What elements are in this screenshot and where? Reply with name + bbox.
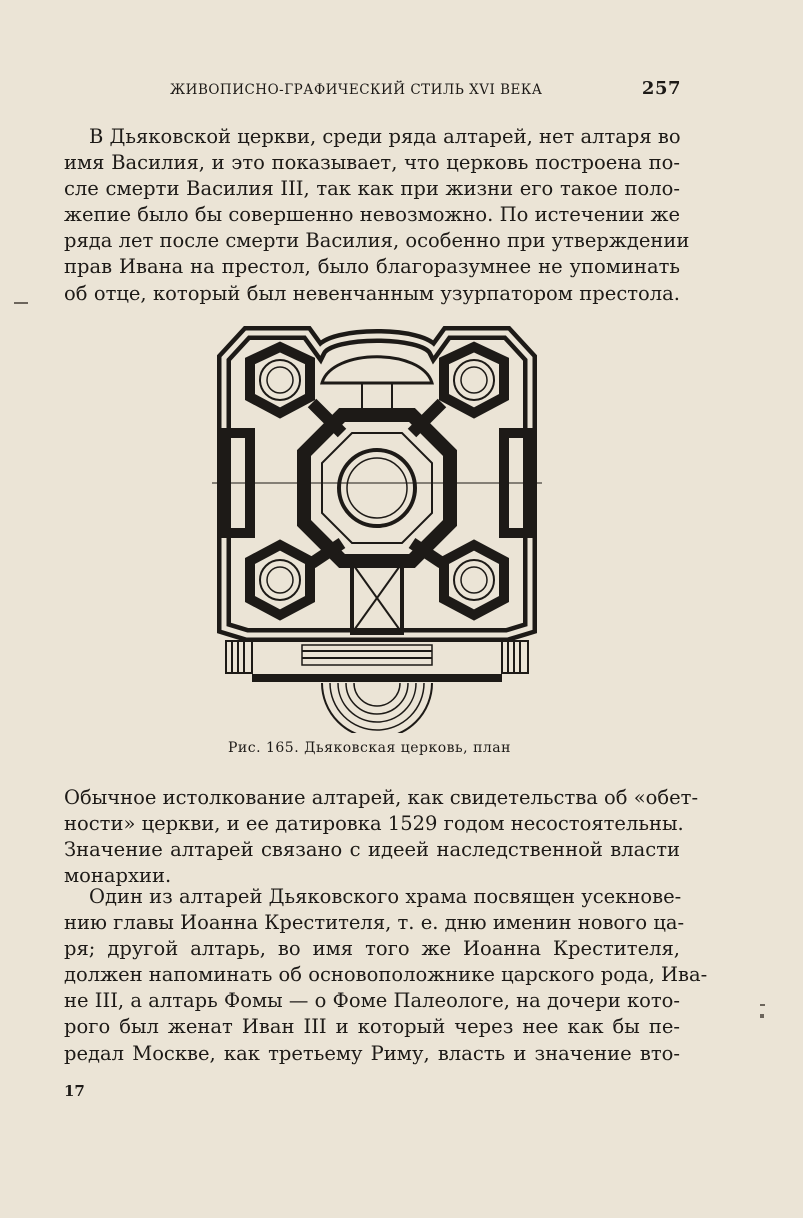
text-line: прав Ивана на престол, было благоразумнее не упоминать: [64, 255, 680, 279]
text-line: об отце, который был невенчанным узурпатором престола.: [64, 281, 680, 305]
text-line: ности» церкви, и ее датировка 1529 годом несостоятельны.: [64, 812, 684, 836]
margin-mark: [760, 1004, 765, 1006]
text-line: ря; другой алтарь, во имя того же Иоанна Крестителя,: [64, 937, 680, 961]
church-floor-plan: [212, 323, 542, 733]
page-number: 257: [641, 78, 681, 99]
text-line: Значение алтарей связано с идеей наследственной власти: [64, 838, 680, 862]
paragraph-3: [64, 884, 708, 1067]
printer-signature: 17: [64, 1082, 85, 1100]
text-line: должен напоминать об основоположнике царского рода, Ива-: [64, 963, 708, 987]
text-line: В Дьяковской церкви, среди ряда алтарей, нет алтаря во: [89, 125, 681, 148]
text-line: сле смерти Василия III, так как при жизни его такое поло-: [64, 177, 680, 201]
running-title: ЖИВОПИСНО-ГРАФИЧЕСКИЙ СТИЛЬ XVI ВЕКА: [170, 82, 543, 98]
margin-mark: [760, 1014, 764, 1018]
text-line: Обычное истолкование алтарей, как свидетельства об «обет-: [64, 786, 699, 809]
paragraph-1: [64, 124, 690, 307]
margin-mark: [14, 302, 28, 304]
text-line: Один из алтарей Дьяковского храма посвящен усекнове-: [89, 885, 682, 908]
text-line: редал Москве, как третьему Риму, власть и значение вто-: [64, 1041, 680, 1065]
text-line: имя Василия, и это показывает, что церковь построена по-: [64, 151, 680, 175]
text-line: жепие было бы совершенно невозможно. По истечении же: [64, 203, 680, 227]
running-header: [90, 78, 683, 100]
text-line: рого был женат Иван III и который через нее как бы пе-: [64, 1015, 680, 1039]
text-line: ряда лет после смерти Василия, особенно при утверждении: [64, 229, 690, 253]
corner-chapel-nw: [250, 347, 310, 413]
text-line: не III, а алтарь Фомы — о Фоме Палеологе, на дочери кото-: [64, 989, 680, 1013]
figure-caption: Рис. 165. Дьяковская церковь, план: [228, 740, 511, 756]
paragraph-2: [64, 785, 699, 889]
text-line: нию главы Иоанна Крестителя, т. е. дню именин нового ца-: [64, 911, 685, 935]
text-line: монархии.: [64, 864, 172, 888]
